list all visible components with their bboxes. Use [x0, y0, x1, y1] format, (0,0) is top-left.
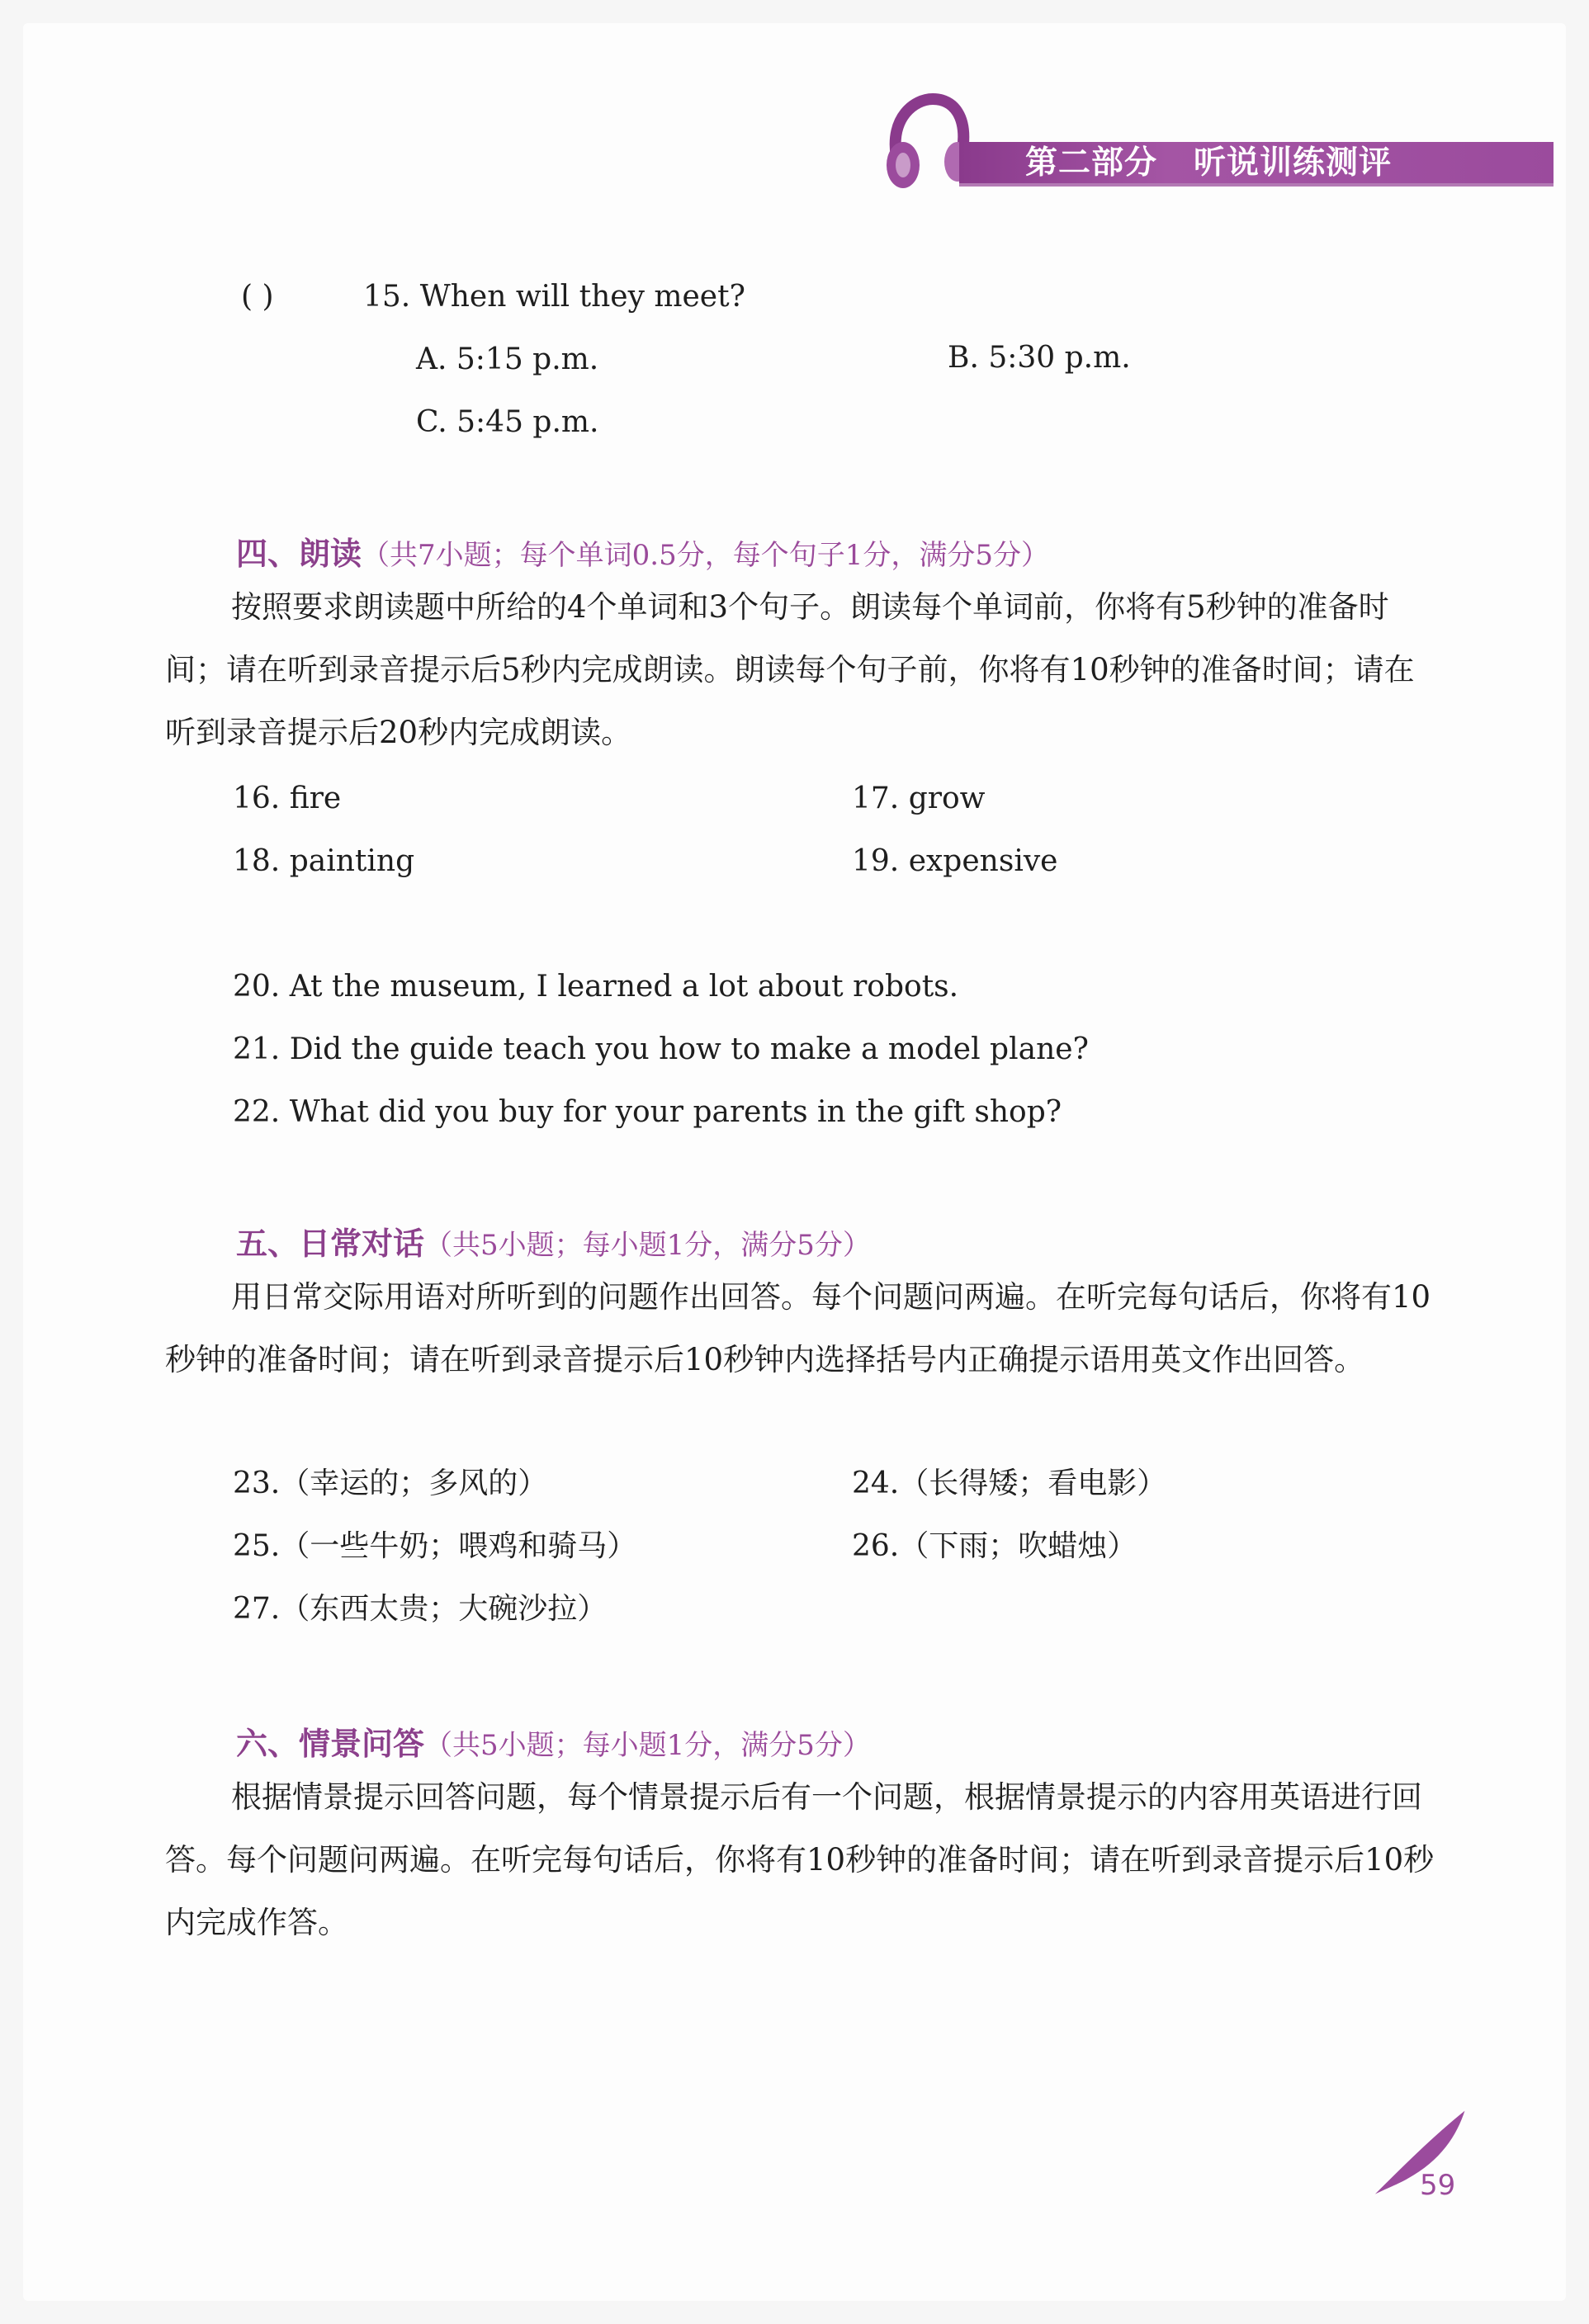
- section6-note: （共5小题；每小题1分，满分5分）: [424, 1729, 871, 1762]
- word-16: 16. fire: [233, 782, 342, 815]
- question-15: 15. When will they meet?: [363, 280, 745, 314]
- word-19: 19. expensive: [852, 844, 1058, 878]
- word-17: 17. grow: [852, 782, 986, 815]
- sentence-21: 21. Did the guide teach you how to make a model plane?: [233, 1032, 1089, 1066]
- word-18: 18. painting: [233, 844, 415, 878]
- header-banner: [959, 142, 1554, 185]
- section5-note: （共5小题；每小题1分，满分5分）: [424, 1229, 871, 1262]
- section-label: 听说训练测评: [1194, 144, 1393, 182]
- page: [23, 23, 1566, 2301]
- section6-title: 六、情景问答: [236, 1726, 425, 1762]
- banner-stripe: [959, 183, 1554, 187]
- section4-instruction: 按照要求朗读题中所给的4个单词和3个句子。朗读每个单词前，你将有5秒钟的准备时间；请在听到录音提示后5秒内完成朗读。朗读每个句子前，你将有10秒钟的准备时间；请在听到录音提示后20秒内完成朗读。: [165, 589, 1415, 750]
- item-25: 25.（一些牛奶；喂鸡和骑马）: [233, 1529, 637, 1563]
- item-24: 24.（长得矮；看电影）: [852, 1467, 1167, 1500]
- item-27: 27.（东西太贵；大碗沙拉）: [233, 1592, 608, 1626]
- sentence-22: 22. What did you buy for your parents in the gift shop?: [233, 1095, 1062, 1129]
- section6-heading: [236, 1718, 871, 1764]
- section4-heading: [236, 528, 1049, 574]
- part-label: 第二部分: [1025, 144, 1158, 182]
- page-number: 59: [1420, 2169, 1456, 2202]
- item-26: 26.（下雨；吹蜡烛）: [852, 1529, 1137, 1563]
- option-b: B. 5:30 p.m.: [948, 341, 1131, 375]
- item-23: 23.（幸运的；多风的）: [233, 1467, 548, 1500]
- section5-instruction: 用日常交际用语对所听到的问题作出回答。每个问题问两遍。在听完每句话后，你将有10秒钟的准备时间；请在听到录音提示后10秒钟内选择括号内正确提示语用英文作出回答。: [165, 1279, 1431, 1377]
- answer-bracket: ( ): [241, 280, 274, 314]
- section4-title: 四、朗读: [236, 536, 362, 572]
- section4-note: （共7小题；每个单词0.5分，每个句子1分，满分5分）: [362, 539, 1049, 572]
- section6-instruction: 根据情景提示回答问题，每个情景提示后有一个问题，根据情景提示的内容用英语进行回答。每个问题问两遍。在听完每句话后，你将有10秒钟的准备时间；请在听到录音提示后10秒内完成作答。: [165, 1779, 1435, 1940]
- sentence-20: 20. At the museum, I learned a lot about robots.: [233, 970, 959, 1004]
- option-c: C. 5:45 p.m.: [416, 405, 599, 439]
- option-a: A. 5:15 p.m.: [416, 342, 599, 376]
- section5-heading: [236, 1218, 871, 1264]
- section5-title: 五、日常对话: [236, 1226, 425, 1262]
